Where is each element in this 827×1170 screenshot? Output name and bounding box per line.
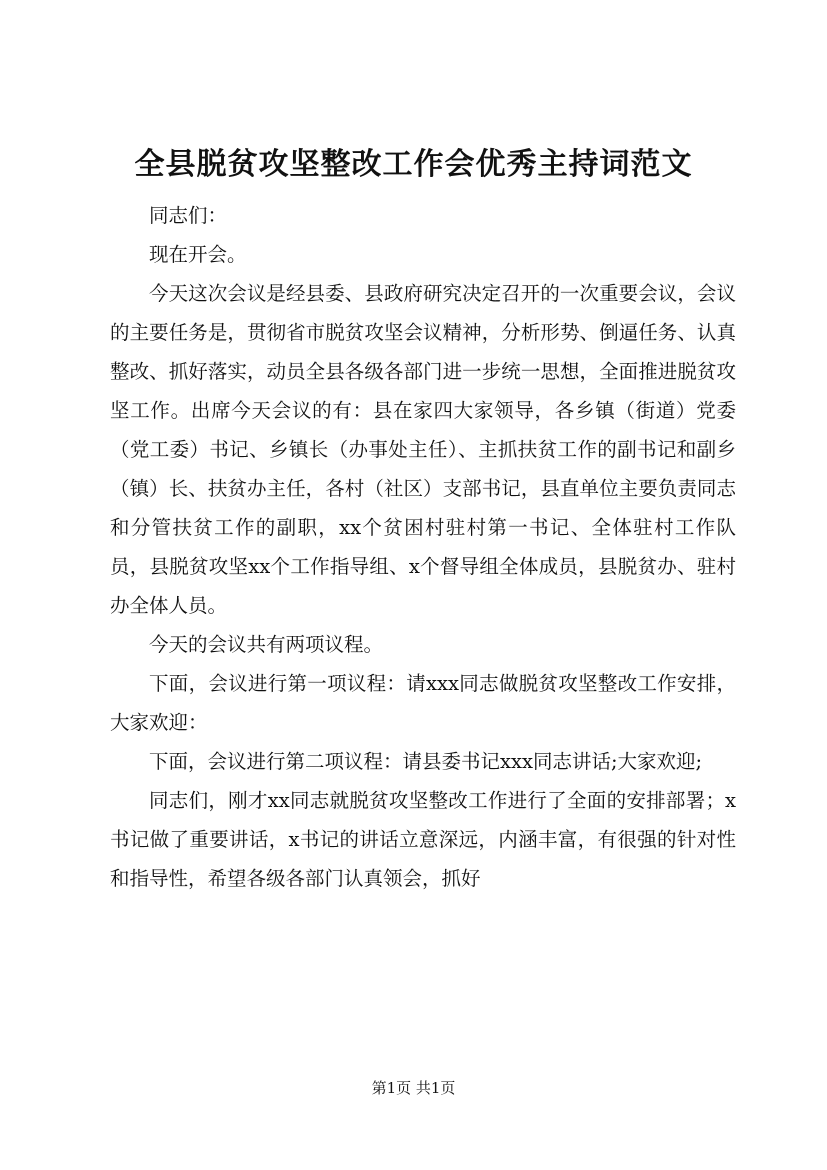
paragraph-agenda-first: 下面，会议进行第一项议程：请xxx同志做脱贫攻坚整改工作安排，大家欢迎： [110, 672, 736, 734]
paragraph-opening: 现在开会。 [149, 243, 247, 266]
paragraph-agenda-second: 下面，会议进行第二项议程：请县委书记xxx同志讲话;大家欢迎; [149, 750, 703, 773]
document-title: 全县脱贫攻坚整改工作会优秀主持词范文 [134, 147, 693, 182]
page-footer: 第1页 共1页 [371, 1079, 456, 1097]
paragraph-greeting: 同志们： [149, 204, 228, 227]
paragraph-agenda-count: 今天的会议共有两项议程。 [149, 633, 384, 656]
paragraph-closing: 同志们，刚才xx同志就脱贫攻坚整改工作进行了全面的安排部署；x书记做了重要讲话，x书记的讲话立意深远，内涵丰富，有很强的针对性和指导性，希望各级各部门认真领会，抓好 [110, 789, 736, 890]
document-body [110, 196, 736, 898]
paragraph-meeting-intro: 今天这次会议是经县委、县政府研究决定召开的一次重要会议，会议的主要任务是，贯彻省市脱贫攻坚会议精神，分析形势、倒逼任务、认真整改、抓好落实，动员全县各级各部门进一步统一思想，全面推进脱贫攻坚工作。出席今天会议的有：县在家四大家领导，各乡镇（街道）党委（党工委）书记、乡镇长（办事处主任）、主抓扶贫工作的副书记和副乡（镇）长、扶贫办主任，各村（社区）支部书记，县直单位主要负责同志和分管扶贫工作的副职，xx个贫困村驻村第一书记、全体驻村工作队员，县脱贫攻坚xx个工作指导组、x个督导组全体成员，县脱贫办、驻村办全体人员。 [110, 282, 736, 617]
